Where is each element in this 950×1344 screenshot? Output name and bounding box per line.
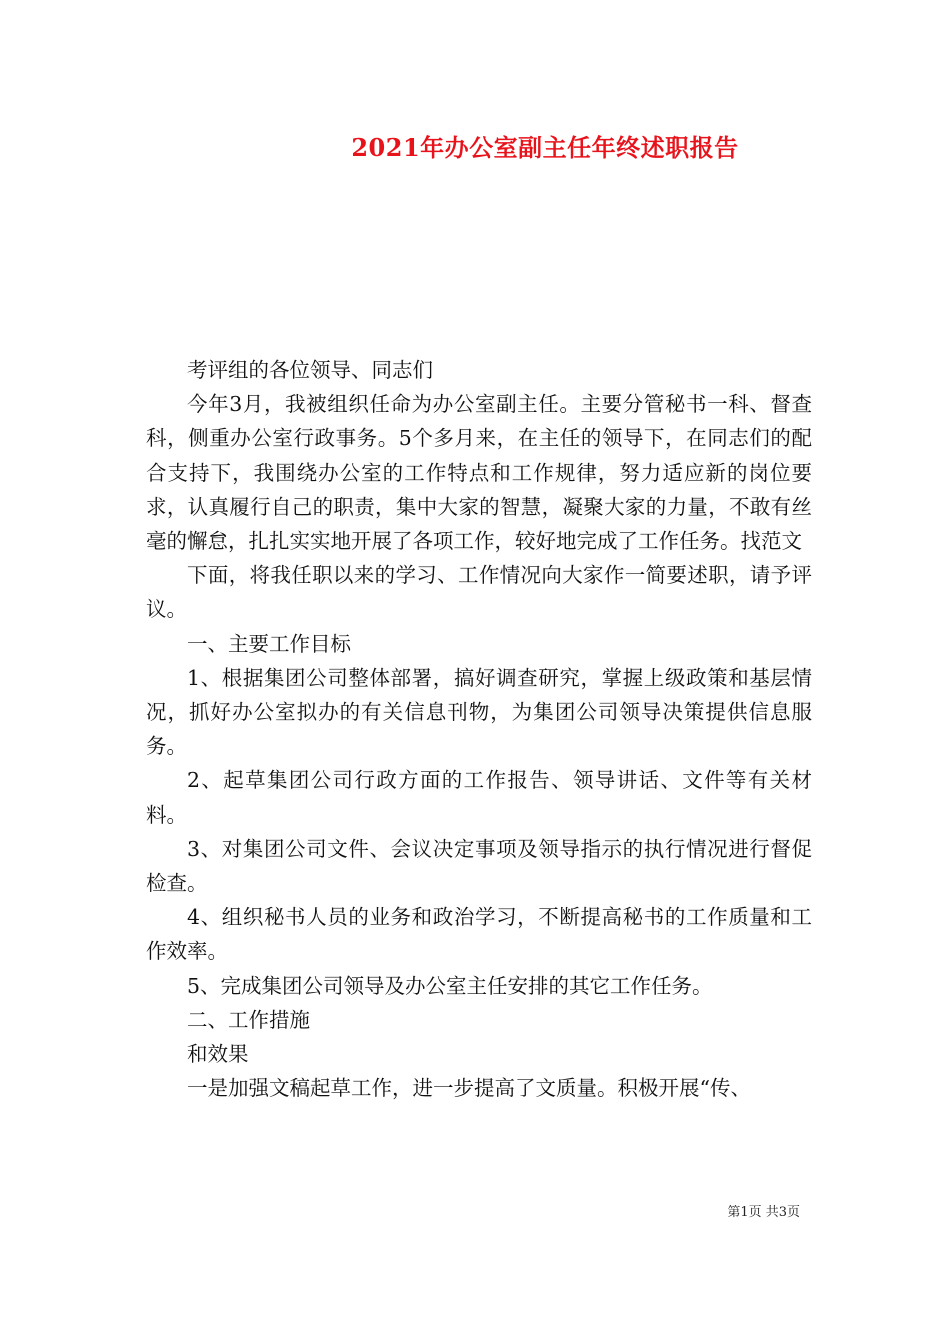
page-number-footer: 第1页 共3页 — [727, 1205, 800, 1220]
paragraph-overview: 下面，将我任职以来的学习、工作情况向大家作一简要述职，请予评议。 — [146, 563, 812, 622]
document-title: 2021年办公室副主任年终述职报告 — [351, 133, 739, 162]
goal-item-2: 2、起草集团公司行政方面的工作报告、领导讲话、文件等有关材料。 — [146, 768, 812, 827]
paragraph-measure-1: 一是加强文稿起草工作，进一步提高了文质量。积极开展“传、 — [187, 1076, 751, 1101]
section-heading-measures: 二、工作措施 — [187, 1007, 310, 1032]
paragraph-greeting: 考评组的各位领导、同志们 — [187, 358, 433, 382]
goal-item-3: 3、对集团公司文件、会议决定事项及领导指示的执行情况进行督促检查。 — [146, 836, 812, 896]
section-heading-measures-continued: 和效果 — [187, 1042, 249, 1067]
paragraph-intro: 今年3月，我被组织任命为办公室副主任。主要分管秘书一科、督查科，侧重办公室行政事务。5个多月来，在主任的领导下，在同志们的配合支持下，我围绕办公室的工作特点和工作规律，努力适应新的岗位要求，认真履行自己的职责，集中大家的智慧，凝聚大家的力量，不敢有丝毫的懈怠，扎扎实实地开展了各项工作，较好地完成了工作任务。找范文 — [146, 392, 812, 554]
section-heading-goals: 一、主要工作目标 — [187, 631, 351, 656]
goal-item-5: 5、完成集团公司领导及办公室主任安排的其它工作任务。 — [187, 973, 713, 998]
goal-item-4: 4、组织秘书人员的业务和政治学习，不断提高秘书的工作质量和工作效率。 — [146, 905, 812, 964]
goal-item-1: 1、根据集团公司整体部署，搞好调查研究，掌握上级政策和基层情况，抓好办公室拟办的有关信息刊物，为集团公司领导决策提供信息服务。 — [146, 665, 812, 759]
document-body — [146, 353, 812, 1105]
